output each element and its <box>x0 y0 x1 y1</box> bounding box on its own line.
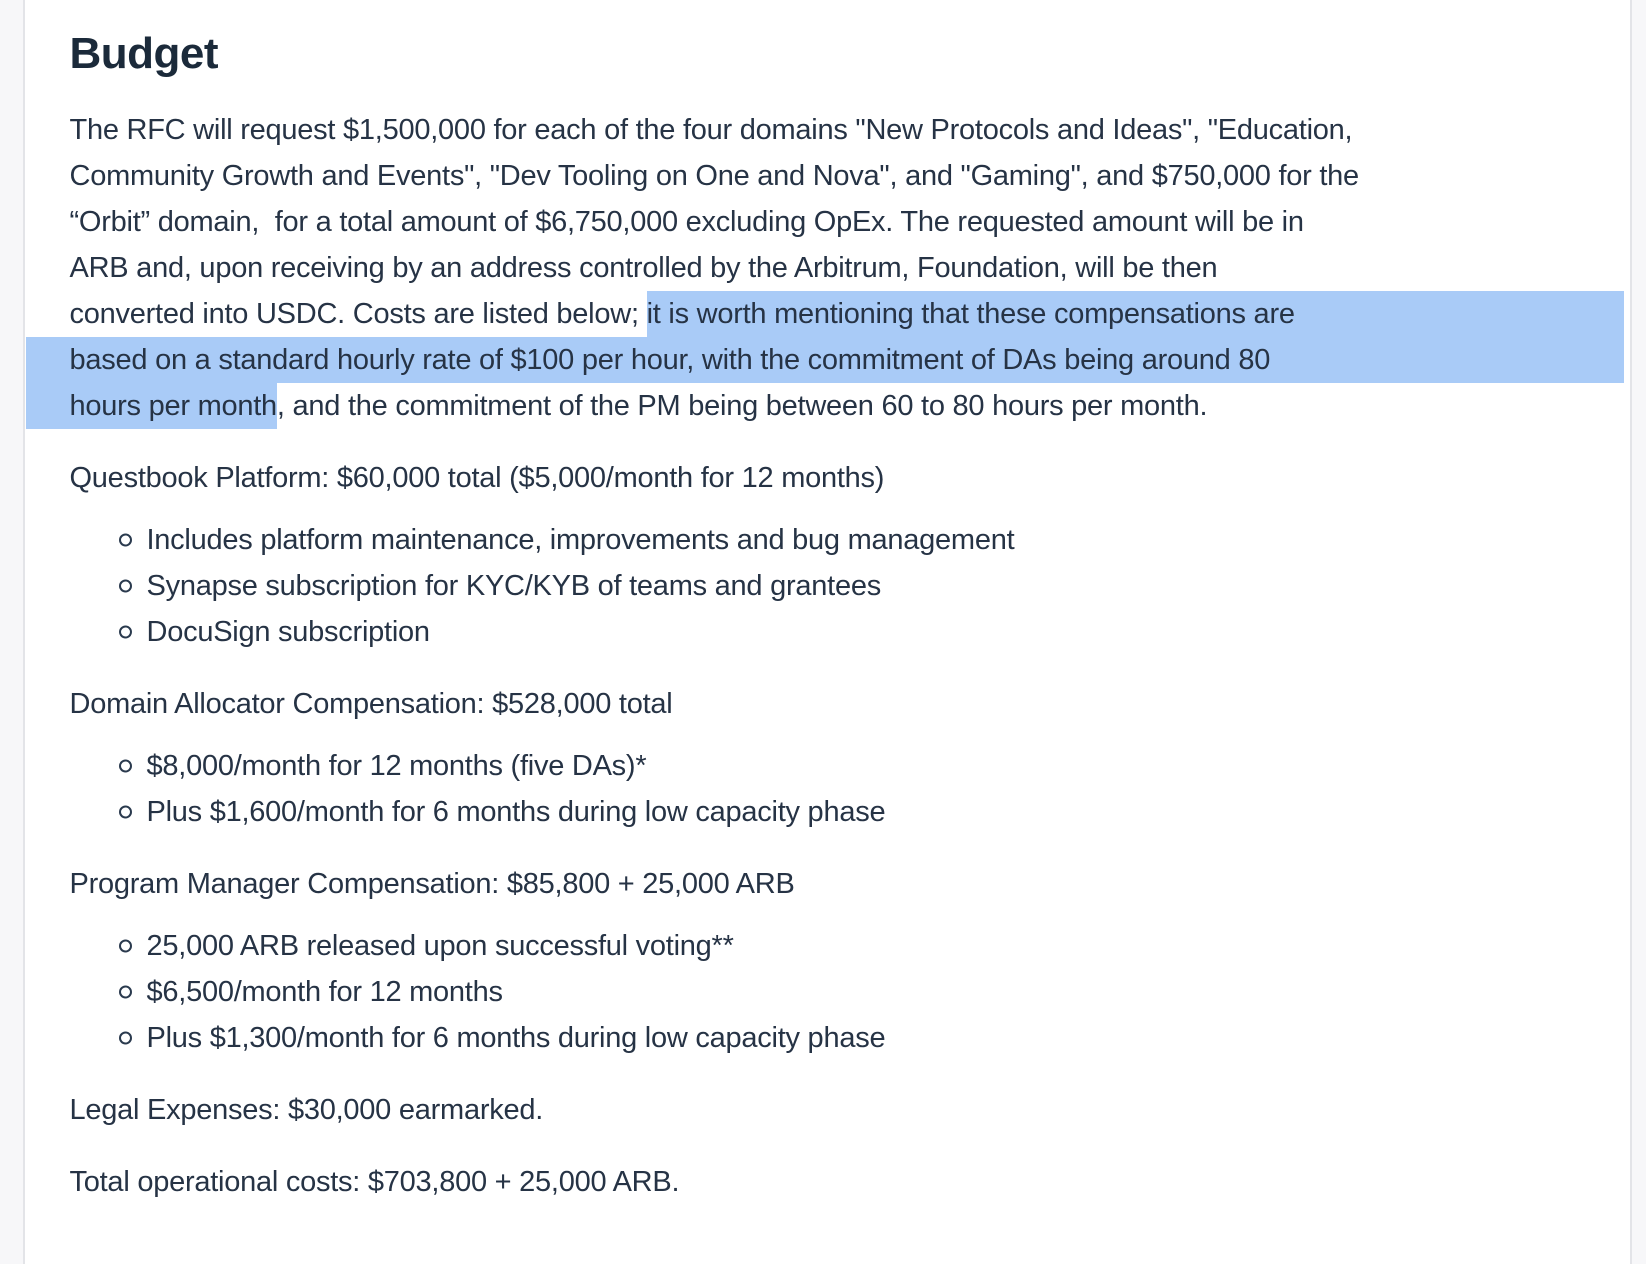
paragraph-line <box>70 153 1625 199</box>
list-item: Plus $1,300/month for 6 months during low capacity phase <box>70 1015 1625 1061</box>
text-segment: The RFC will request $1,500,000 for each of the four domains "New Protocols and Ideas", "Education, <box>69 113 1353 146</box>
right-gutter <box>1630 0 1646 1264</box>
paragraph-line <box>70 383 1625 429</box>
list-item: $8,000/month for 12 months (five DAs)* <box>70 743 1625 789</box>
paragraph-line <box>70 245 1625 291</box>
intro-paragraph <box>70 107 1625 429</box>
paragraph-line <box>70 291 1625 337</box>
list-item: $6,500/month for 12 months <box>70 969 1625 1015</box>
page-title: Budget <box>69 29 219 78</box>
left-gutter <box>0 0 25 1264</box>
text-segment: ARB and, upon receiving by an address controlled by the Arbitrum, Foundation, will be then <box>69 251 1218 284</box>
list-item: DocuSign subscription <box>70 609 1625 655</box>
document-content <box>26 0 1631 1264</box>
section-heading: Questbook Platform: $60,000 total ($5,000/month for 12 months) <box>69 461 885 494</box>
bullet-list <box>70 743 1625 835</box>
highlighted-text: hours per month <box>26 383 277 429</box>
text-segment: converted into USDC. Costs are listed below; <box>69 297 647 330</box>
bullet-list <box>70 923 1625 1061</box>
section-heading: Legal Expenses: $30,000 earmarked. <box>69 1093 544 1126</box>
bullet-list <box>70 517 1625 655</box>
paragraph-line <box>70 199 1625 245</box>
highlighted-text: based on a standard hourly rate of $100 per hour, with the commitment of DAs being around 80 <box>26 337 1625 383</box>
sections <box>70 455 1625 1205</box>
list-item: Synapse subscription for KYC/KYB of teams and grantees <box>70 563 1625 609</box>
text-segment: “Orbit” domain, for a total amount of $6,750,000 excluding OpEx. The requested amount will be in <box>69 205 1304 238</box>
highlighted-text: it is worth mentioning that these compensations are <box>647 291 1624 337</box>
text-segment: , and the commitment of the PM being between 60 to 80 hours per month. <box>276 389 1208 422</box>
section-heading: Total operational costs: $703,800 + 25,000 ARB. <box>69 1165 680 1198</box>
text-segment: Community Growth and Events", "Dev Tooling on One and Nova", and "Gaming", and $750,000 for the <box>69 159 1359 192</box>
list-item: Plus $1,600/month for 6 months during low capacity phase <box>70 789 1625 835</box>
paragraph-line <box>70 337 1625 383</box>
list-item: Includes platform maintenance, improvements and bug management <box>70 517 1625 563</box>
section-heading: Program Manager Compensation: $85,800 + 25,000 ARB <box>69 867 795 900</box>
section-heading: Domain Allocator Compensation: $528,000 total <box>69 687 673 720</box>
list-item: 25,000 ARB released upon successful voting** <box>70 923 1625 969</box>
paragraph-line <box>70 107 1625 153</box>
